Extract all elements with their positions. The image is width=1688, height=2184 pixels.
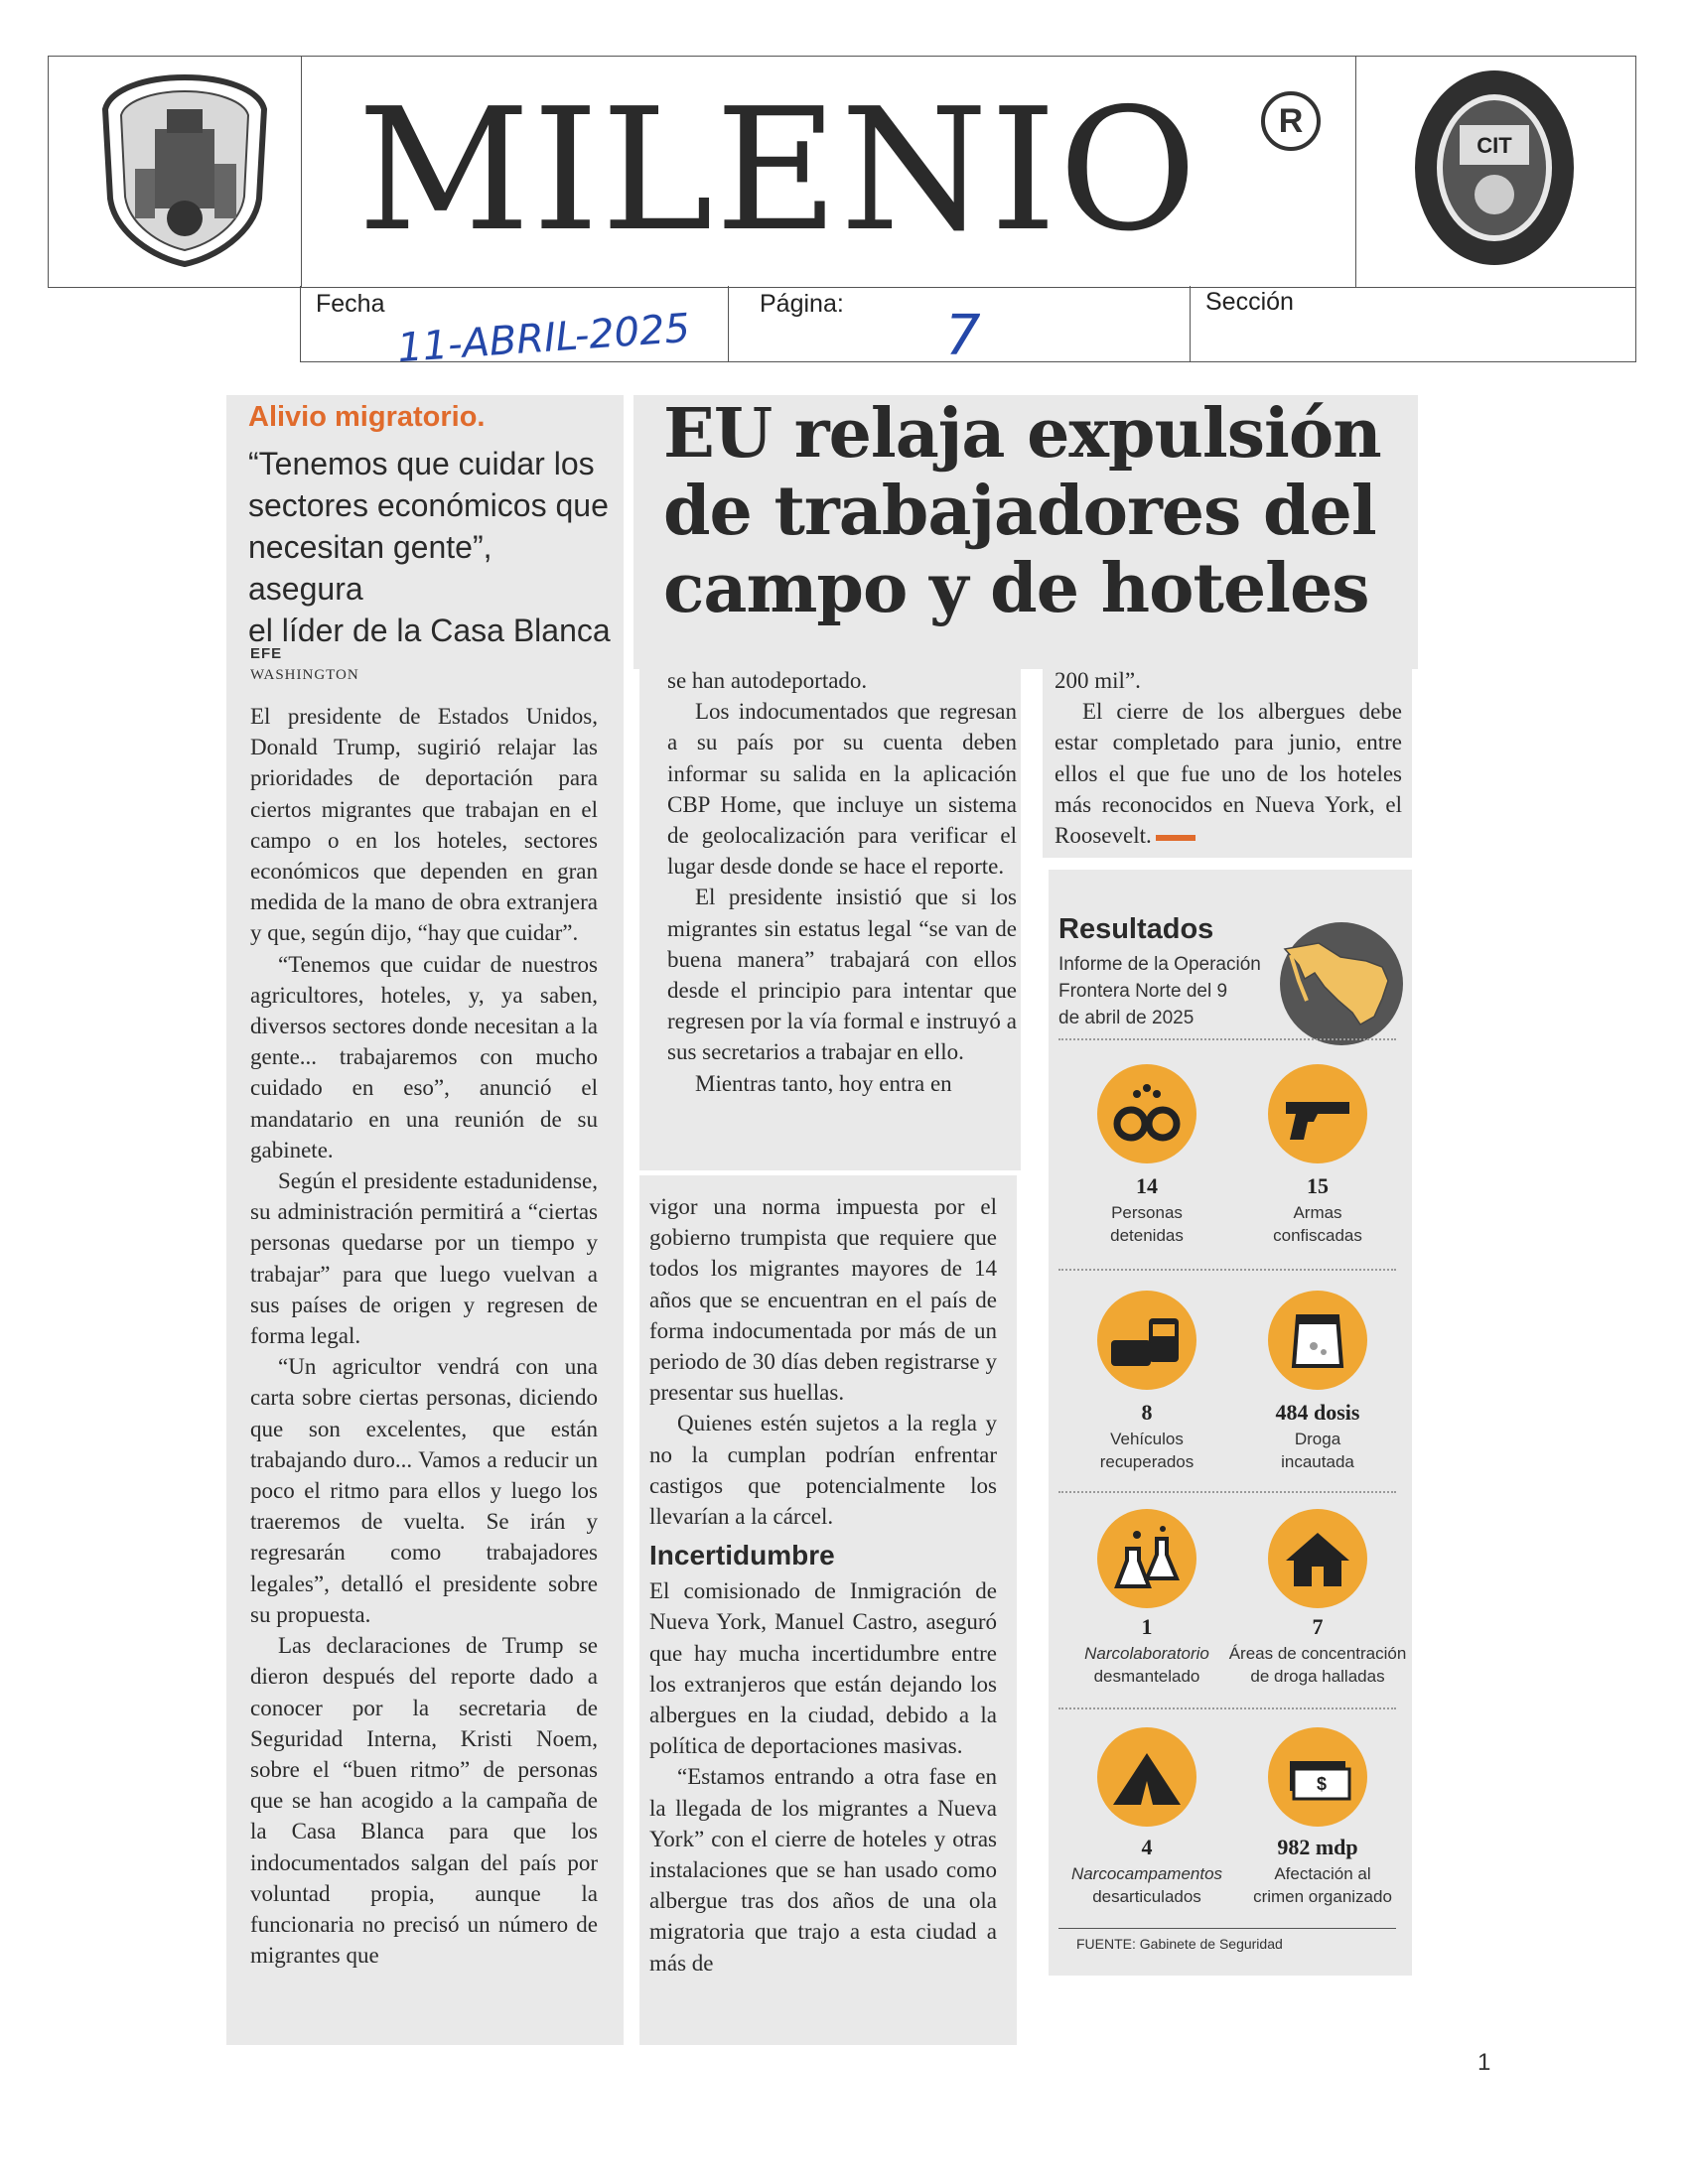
end-mark xyxy=(1156,835,1196,841)
stat-6-label: Áreas de concentración de droga halladas xyxy=(1228,1644,1407,1686)
divider xyxy=(1058,1269,1396,1271)
paragraph: El comisionado de Inmigración de Nueva York, Manuel Castro, aseguró que hay mucha incertidumbre entre los extranjeros que están dejando los albergues en la ciudad, debido a la política de deportaciones masivas. xyxy=(649,1578,997,1759)
paragraph: Los indocumentados que regresan a su país por su cuenta deben informar su salida en la aplicación CBP Home, que incluye un sistema de geolocalización para verificar el lugar desde donde se hace el reporte. xyxy=(667,699,1017,880)
divider xyxy=(1058,1038,1396,1040)
pagina-value: 7 xyxy=(945,304,981,368)
masthead-title: MILENIO xyxy=(357,72,1199,269)
pagina-label: Página: xyxy=(760,290,844,318)
infographic-subtitle: Informe de la Operación Frontera Norte del 9 de abril de 2025 xyxy=(1058,954,1261,1028)
seccion-label: Sección xyxy=(1205,288,1294,316)
paragraph: “Un agricultor vendrá con una carta sobre ciertas personas, diciendo que son excelentes, que están trabajando duro... Vamos a reducir un poco el ritmo para ellos y luego los traeremos de vuelta. Se irán y regresarán como trabajadores legales”, detalló el presidente sobre su propuesta. xyxy=(250,1354,598,1627)
svg-text:$: $ xyxy=(1316,1774,1328,1794)
stat-6-icon-circle xyxy=(1268,1509,1367,1608)
cit-confederation-seal-icon xyxy=(1410,66,1579,270)
money-icon xyxy=(1268,1727,1367,1827)
vehicles-icon xyxy=(1097,1291,1196,1390)
paragraph: vigor una norma impuesta por el gobierno trumpista que requiere que todos los migrantes mayores de 14 años que se encuentran en el país de forma indocumentada por más de un periodo de 30 días deben registrarse y presentar sus huellas. xyxy=(649,1194,997,1406)
stat-5-label: Narcolaboratorio desmantelado xyxy=(1084,1644,1209,1686)
paragraph: Según el presidente estadunidense, su administración permitirá a “ciertas personas quedarse por un tiempo y trabajar” para que luego vuelvan a sus países de origen y regresen de forma legal. xyxy=(250,1168,598,1349)
byline-city: WASHINGTON xyxy=(250,667,359,683)
page-number: 1 xyxy=(1477,2049,1491,2076)
deck: “Tenemos que cuidar los sectores económicos que necesitan gente”, asegura el líder de la Casa Blanca xyxy=(248,446,611,648)
stat-2-number: 15 xyxy=(1307,1173,1329,1198)
paragraph: 200 mil”. xyxy=(1055,668,1141,693)
stat-1-label: Personas detenidas xyxy=(1110,1203,1184,1245)
column-2-bottom xyxy=(649,1191,997,1979)
drug-bag-icon xyxy=(1268,1291,1367,1390)
stat-6-number: 7 xyxy=(1312,1614,1324,1639)
stat-7-icon-circle xyxy=(1097,1727,1196,1827)
stat-4-number: 484 dosis xyxy=(1275,1400,1360,1425)
paragraph: “Tenemos que cuidar de nuestros agricultores, hoteles, y, ya saben, diversos sectores donde necesitan a la gente... trabajaremos con mucho cuidado en eso”, anunció el mandatario en una reunión de su gabinete. xyxy=(250,951,598,1162)
stat-2-label: Armas confiscadas xyxy=(1273,1203,1362,1245)
paragraph: El cierre de los albergues debe estar completado para junio, entre ellos el que fue uno de los hoteles más reconocidos en Nueva York, el Roosevelt. xyxy=(1055,699,1402,849)
stat-3-number: 8 xyxy=(1141,1400,1153,1425)
headline: EU relaja expulsión de trabajadores del campo y de hoteles xyxy=(663,394,1381,628)
byline-agency: EFE xyxy=(250,645,283,662)
paragraph: Mientras tanto, hoy entra en xyxy=(695,1070,952,1096)
tent-icon xyxy=(1097,1727,1196,1827)
flask-icon xyxy=(1097,1509,1196,1608)
mexico-map-icon xyxy=(1279,921,1404,1046)
fecha-value: 11-ABRIL-2025 xyxy=(395,305,692,372)
paragraph: “Estamos entrando a otra fase en la llegada de los migrantes a Nueva York” con el cierre de hoteles y otras instalaciones que se han usado como albergue tras dos años de una ola migratoria que trajo a esta ciudad a más de xyxy=(649,1764,997,1976)
column-3 xyxy=(1055,665,1402,851)
registered-mark: R xyxy=(1261,91,1321,151)
column-1 xyxy=(250,701,598,1971)
stat-8-number: 982 mdp xyxy=(1277,1835,1358,1859)
subhead: Incertidumbre xyxy=(649,1540,835,1571)
paragraph: Las declaraciones de Trump se dieron después del reporte dado a conocer por la secretaria de Seguridad Interna, Kristi Noem, sobre el “buen ritmo” de personas que se han acogido a la campaña de la Casa Blanca para que los indocumentados salgan del país por voluntad propia, aunque la funcionaria no precisó un número de migrantes que xyxy=(250,1633,598,1969)
column-2-top xyxy=(667,665,1017,1099)
stat-4-icon-circle xyxy=(1268,1291,1367,1390)
paragraph: Quienes estén sujetos a la regla y no la cumplan podrían enfrentar castigos que potencialmente los llevarían a la cárcel. xyxy=(649,1411,997,1530)
paragraph: El presidente de Estados Unidos, Donald Trump, sugirió relajar las prioridades de deportación para ciertos migrantes que trabajan en el campo o en los hoteles, sectores económicos que dependen en gran medida de la mano de obra extranjera y que, según dijo, “hay que cuidar”. xyxy=(250,704,598,946)
stat-8-icon-circle xyxy=(1268,1727,1367,1827)
fecha-label: Fecha xyxy=(316,290,385,318)
stat-5-icon-circle xyxy=(1097,1509,1196,1608)
paragraph: El presidente insistió que si los migrantes sin estatus legal “se van de buena manera” trabajará con ellos desde el principio para intentar que regresen por la vía formal e instruyó a sus secretarios a trabajar en ello. xyxy=(667,885,1017,1065)
handcuffs-icon xyxy=(1097,1064,1196,1163)
source-rule xyxy=(1058,1928,1396,1929)
stat-2-icon-circle xyxy=(1268,1064,1367,1163)
divider xyxy=(1058,1707,1396,1709)
stat-7-label: Narcocampamentos desarticulados xyxy=(1070,1864,1223,1906)
stat-3-label: Vehículos recuperados xyxy=(1099,1430,1195,1471)
source-note: FUENTE: Gabinete de Seguridad xyxy=(1076,1936,1283,1952)
stat-5-number: 1 xyxy=(1141,1614,1153,1639)
stat-1-number: 14 xyxy=(1136,1173,1158,1198)
mining-union-seal-icon xyxy=(95,69,274,268)
infographic-title: Resultados xyxy=(1058,913,1214,945)
paragraph: se han autodeportado. xyxy=(667,668,868,693)
stat-8-label: Afectación al crimen organizado xyxy=(1253,1864,1392,1906)
svg-text:CIT: CIT xyxy=(1477,133,1512,158)
stat-7-number: 4 xyxy=(1141,1835,1153,1859)
kicker: Alivio migratorio. xyxy=(248,401,486,433)
stat-3-icon-circle xyxy=(1097,1291,1196,1390)
stat-4-label: Droga incautada xyxy=(1281,1430,1354,1471)
house-icon xyxy=(1268,1509,1367,1608)
divider xyxy=(1058,1491,1396,1493)
pistol-icon xyxy=(1268,1064,1367,1163)
stat-1-icon-circle xyxy=(1097,1064,1196,1163)
